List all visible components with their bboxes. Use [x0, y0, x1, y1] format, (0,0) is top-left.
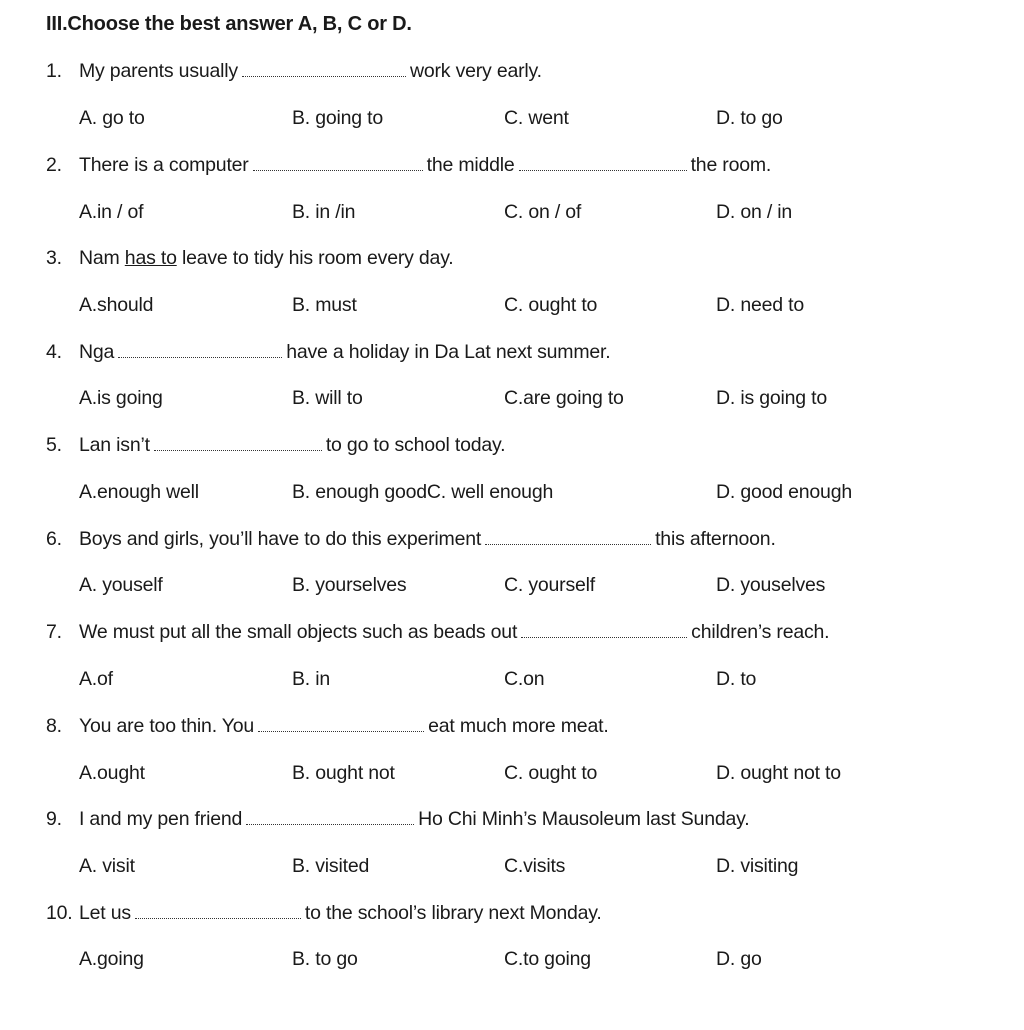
question-text: Boys and girls, you’ll have to do this experiment: [79, 528, 482, 550]
option-d: D. is going to: [716, 387, 828, 409]
question-text: Ho Chi Minh’s Mausoleum last Sunday.: [418, 808, 750, 830]
option-d: D. to: [716, 668, 757, 690]
option-c: C. on / of: [504, 201, 582, 223]
option-c: C.on: [504, 668, 545, 690]
option-b: B. to go: [292, 948, 358, 970]
option-b: B. will to: [292, 387, 363, 409]
question-text: work very early.: [409, 60, 542, 82]
option-a: A. youself: [79, 574, 163, 596]
question-text: Let us: [79, 902, 131, 924]
question-9: [46, 808, 749, 831]
question-text: Nga: [79, 341, 115, 363]
question-text: I and my pen friend: [79, 808, 243, 830]
option-b: B. yourselves: [292, 574, 407, 596]
question-text: You are too thin. You: [79, 715, 255, 737]
option-a: A. go to: [79, 107, 145, 129]
option-a: A.enough well: [79, 481, 199, 503]
question-text: We must put all the small objects such as beads out: [79, 621, 518, 643]
answer-blank: [485, 530, 651, 545]
answer-blank: [246, 810, 414, 825]
option-c: C. ought to: [504, 762, 598, 784]
option-b: B. going to: [292, 107, 384, 129]
option-c: C.visits: [504, 855, 566, 877]
option-c: C.are going to: [504, 387, 624, 409]
option-b: B. in: [292, 668, 331, 690]
option-a: A.in / of: [79, 201, 144, 223]
question-number: 5.: [46, 434, 62, 456]
question-number: 9.: [46, 808, 62, 830]
question-7: [46, 621, 829, 644]
option-d: D. need to: [716, 294, 804, 316]
underlined-phrase: has to: [124, 247, 177, 269]
question-text: There is a computer: [79, 154, 249, 176]
question-text: to go to school today.: [325, 434, 506, 456]
option-c: C. yourself: [504, 574, 595, 596]
option-b: B. in /in: [292, 201, 356, 223]
question-text: have a holiday in Da Lat next summer.: [286, 341, 611, 363]
question-4: [46, 341, 610, 364]
answer-blank: [521, 623, 687, 638]
option-b-c: B. enough goodC. well enough: [292, 481, 554, 503]
question-10: [46, 902, 602, 925]
answer-blank: [253, 156, 423, 171]
question-number: 10.: [46, 902, 73, 924]
question-text: leave to tidy his room every day.: [181, 247, 454, 269]
question-text: Lan isn’t: [79, 434, 150, 456]
option-c: C. went: [504, 107, 569, 129]
option-d: D. good enough: [716, 481, 852, 503]
option-c: C. ought to: [504, 294, 598, 316]
option-a: A.of: [79, 668, 113, 690]
option-d: D. on / in: [716, 201, 793, 223]
option-a: A.ought: [79, 762, 145, 784]
question-1: [46, 60, 542, 83]
question-number: 8.: [46, 715, 62, 737]
question-text: this afternoon.: [655, 528, 776, 550]
answer-blank: [242, 62, 406, 77]
question-number: 4.: [46, 341, 62, 363]
question-number: 7.: [46, 621, 62, 643]
question-6: [46, 528, 776, 551]
option-a: A.going: [79, 948, 144, 970]
option-d: D. youselves: [716, 574, 826, 596]
option-b: B. visited: [292, 855, 370, 877]
question-2: [46, 154, 771, 177]
option-d: D. to go: [716, 107, 783, 129]
option-a: A.is going: [79, 387, 163, 409]
question-number: 1.: [46, 60, 62, 82]
question-number: 6.: [46, 528, 62, 550]
option-c: C.to going: [504, 948, 591, 970]
question-text: the middle: [426, 154, 515, 176]
answer-blank: [135, 904, 301, 919]
question-number: 2.: [46, 154, 62, 176]
question-text: eat much more meat.: [428, 715, 609, 737]
question-8: [46, 715, 609, 738]
option-b: B. ought not: [292, 762, 395, 784]
option-d: D. visiting: [716, 855, 799, 877]
question-number: 3.: [46, 247, 62, 269]
answer-blank: [118, 343, 282, 358]
option-a: A.should: [79, 294, 154, 316]
answer-blank: [519, 156, 687, 171]
question-text: children’s reach.: [691, 621, 830, 643]
question-text: to the school’s library next Monday.: [304, 902, 602, 924]
answer-blank: [154, 436, 322, 451]
option-b: B. must: [292, 294, 357, 316]
question-text: My parents usually: [79, 60, 238, 82]
answer-blank: [258, 717, 424, 732]
question-text: Nam: [79, 247, 120, 269]
option-a: A. visit: [79, 855, 135, 877]
question-3: [46, 247, 454, 270]
question-5: [46, 434, 505, 457]
option-d: D. ought not to: [716, 762, 841, 784]
option-d: D. go: [716, 948, 762, 970]
section-title: III.Choose the best answer A, B, C or D.: [46, 13, 412, 35]
question-text: the room.: [690, 154, 772, 176]
